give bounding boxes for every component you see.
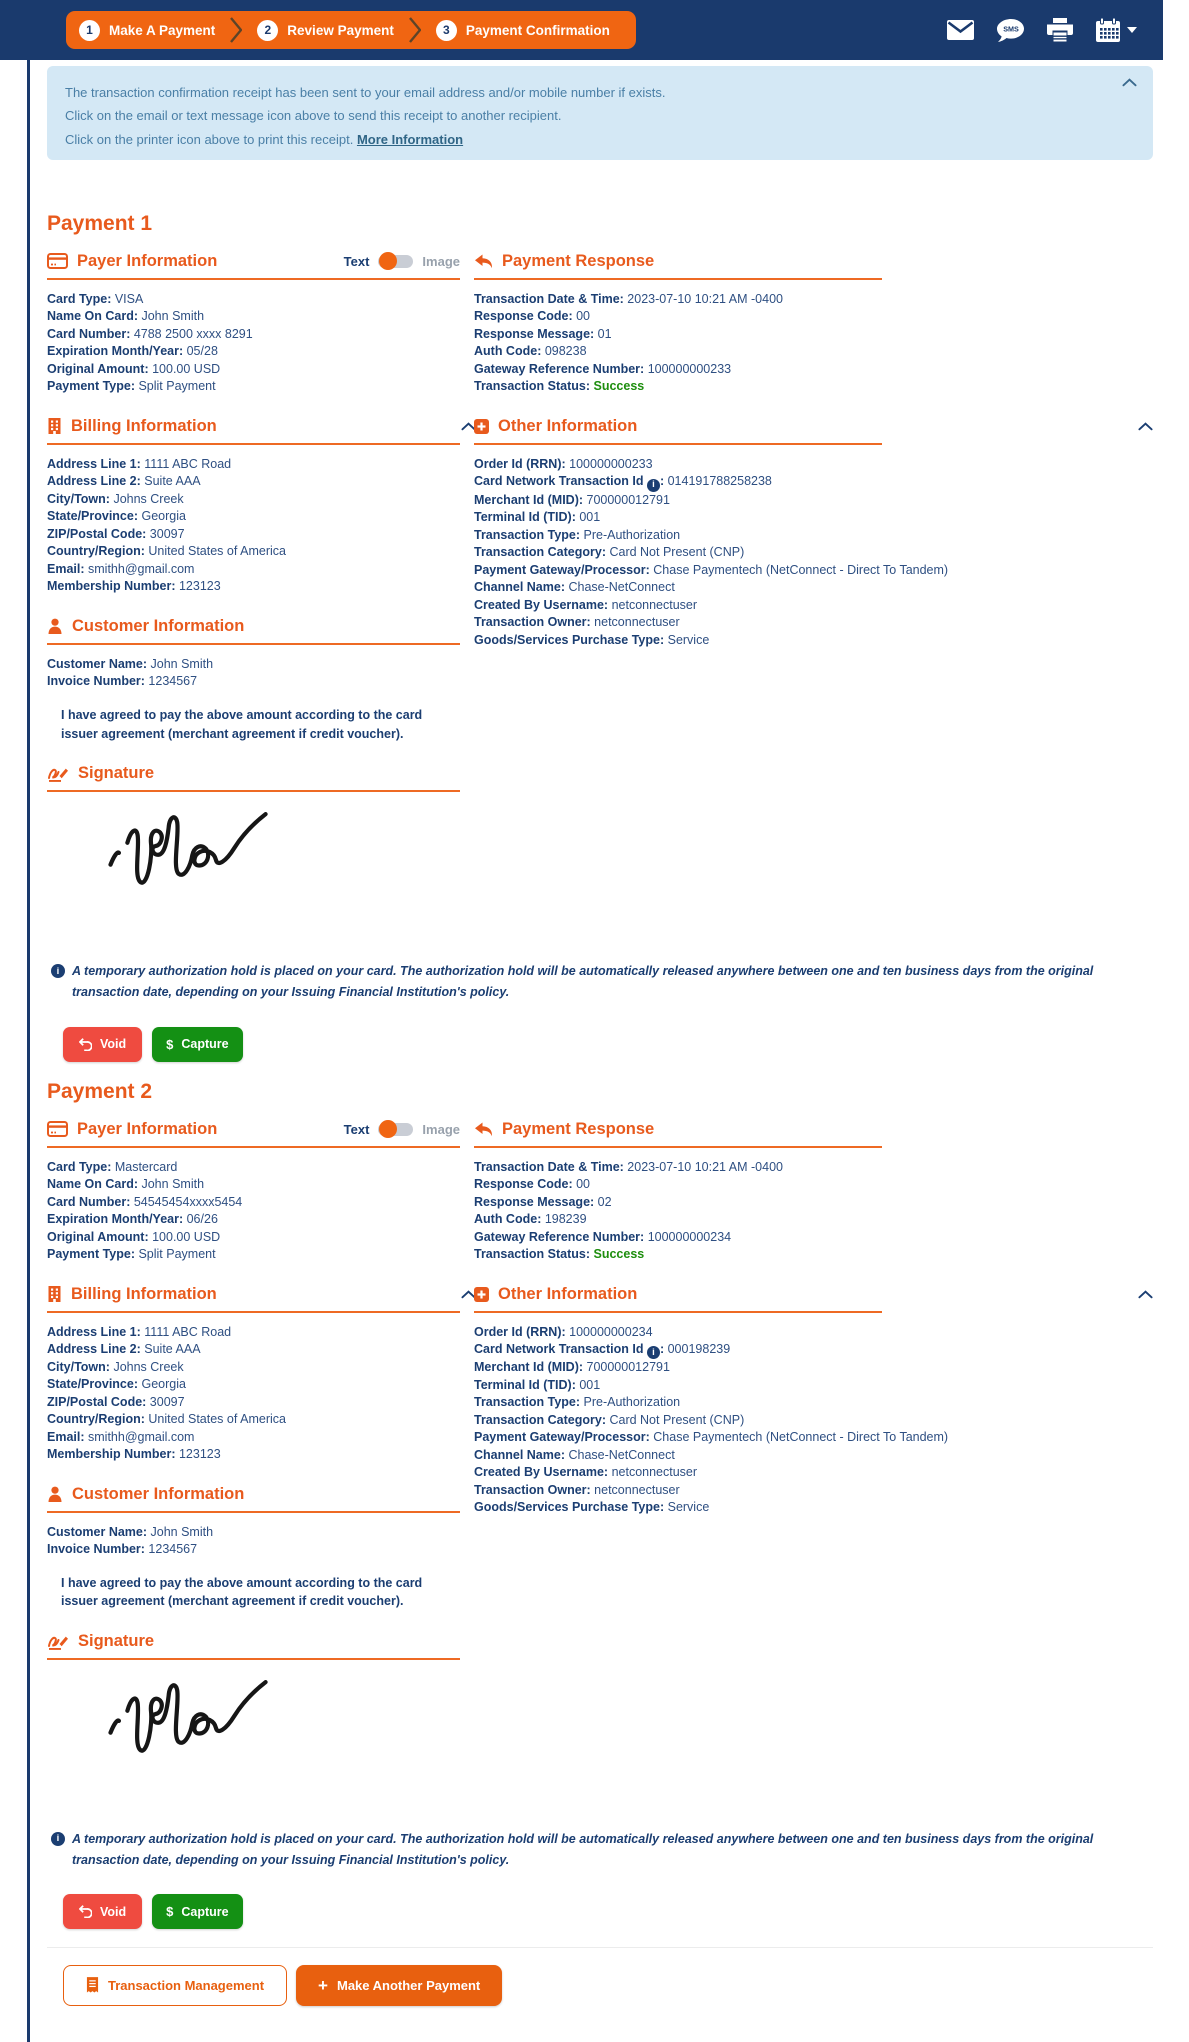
field-value: Success xyxy=(593,1247,645,1262)
field-value: Suite AAA xyxy=(144,474,201,489)
field-row: Transaction Date & Time: 2023-07-10 10:21 AM -0400 xyxy=(474,291,783,306)
field-value: Georgia xyxy=(141,1377,186,1392)
field-row: Response Code: 00 xyxy=(474,1177,591,1192)
field-row: Card Type: Mastercard xyxy=(47,1159,178,1174)
undo-icon xyxy=(79,1905,92,1918)
section-title: Signature xyxy=(78,1632,155,1651)
field-row: ZIP/Postal Code: 30097 xyxy=(47,526,185,541)
other-information-fields xyxy=(474,1324,1153,1517)
toggle-knob[interactable] xyxy=(379,252,397,270)
field-value: United States of America xyxy=(148,544,286,559)
toggle-image-label: Image xyxy=(422,1121,460,1137)
signature-pen-icon xyxy=(47,766,69,782)
field-value: 01 xyxy=(597,326,612,341)
field-row: Channel Name: Chase-NetConnect xyxy=(474,580,675,595)
field-value: 001 xyxy=(579,510,601,525)
payment-actions xyxy=(63,1027,1153,1062)
field-row: Card Type: VISA xyxy=(47,291,144,306)
field-row: Country/Region: United States of America xyxy=(47,1412,286,1427)
field-row: Channel Name: Chase-NetConnect xyxy=(474,1447,675,1462)
make-another-payment-label: Make Another Payment xyxy=(336,1978,481,1994)
payment-actions xyxy=(63,1894,1153,1929)
field-value: Split Payment xyxy=(138,379,216,394)
field-value: 06/26 xyxy=(186,1212,218,1227)
field-value: smithh@gmail.com xyxy=(88,1429,195,1444)
field-value: John Smith xyxy=(150,656,214,671)
info-circle-icon: i xyxy=(51,964,65,978)
field-value: 123123 xyxy=(178,1447,221,1462)
person-icon xyxy=(47,618,63,634)
field-row: Name On Card: John Smith xyxy=(47,309,205,324)
left-rail-divider xyxy=(27,60,30,2042)
field-row: Email: smithh@gmail.com xyxy=(47,561,195,576)
field-row: Transaction Category: Card Not Present (CNP) xyxy=(474,545,745,560)
billing-information-fields xyxy=(47,1324,460,1464)
field-row: Membership Number: 123123 xyxy=(47,579,221,594)
section-title: Payer Information xyxy=(77,1119,218,1138)
payer-information-fields xyxy=(47,1159,460,1264)
authorization-hold-text: A temporary authorization hold is placed on your card. The authorization hold will be automatically released anywhere between one and ten business days from the original transaction date, depending on your Issuing Financial Institution's policy. xyxy=(72,1832,1094,1867)
payment-section xyxy=(47,212,1153,1062)
field-row: Transaction Status: Success xyxy=(474,379,645,394)
receipt-notice-box xyxy=(47,66,1153,160)
field-value: 700000012791 xyxy=(586,1360,670,1375)
field-value: 05/28 xyxy=(186,344,218,359)
step-payment-confirmation[interactable] xyxy=(436,20,610,41)
transaction-management-label: Transaction Management xyxy=(108,1978,265,1994)
field-value: John Smith xyxy=(141,1177,205,1192)
authorization-hold-text: A temporary authorization hold is placed on your card. The authorization hold will be automatically released anywhere between one and ten business days from the original transaction date, depending on your Issuing Financial Institution's policy. xyxy=(72,964,1094,1000)
field-row: City/Town: Johns Creek xyxy=(47,1359,184,1374)
field-row: Order Id (RRN): 100000000234 xyxy=(474,1324,653,1339)
field-row: Original Amount: 100.00 USD xyxy=(47,1229,221,1244)
calendar-icon[interactable] xyxy=(1095,18,1137,42)
field-value: 1234567 xyxy=(148,1542,198,1557)
agreement-text: I have agreed to pay the above amount according to the card issuer agreement (merchant agreement if credit voucher). xyxy=(61,1575,423,1609)
plus-square-icon xyxy=(474,1287,489,1302)
field-value: Pre-Authorization xyxy=(583,527,681,542)
billing-information-fields xyxy=(47,456,460,596)
field-row: Card Network Transaction Id i : 000198239 xyxy=(474,1342,731,1359)
section-title: Customer Information xyxy=(72,1484,245,1503)
field-row: Goods/Services Purchase Type: Service xyxy=(474,1500,710,1515)
field-row: Expiration Month/Year: 05/28 xyxy=(47,344,218,359)
field-row: Gateway Reference Number: 100000000233 xyxy=(474,361,732,376)
billing-information-header xyxy=(47,1285,460,1313)
capture-label: Capture xyxy=(181,1037,229,1052)
field-row: Transaction Type: Pre-Authorization xyxy=(474,1395,681,1410)
void-label: Void xyxy=(100,1037,127,1052)
field-row: Gateway Reference Number: 100000000234 xyxy=(474,1229,732,1244)
field-value: Card Not Present (CNP) xyxy=(609,1412,745,1427)
text-image-toggle[interactable] xyxy=(344,254,460,269)
field-value: John Smith xyxy=(141,309,205,324)
field-row: Transaction Type: Pre-Authorization xyxy=(474,527,681,542)
more-information-link[interactable]: More Information xyxy=(356,131,464,147)
field-row: Email: smithh@gmail.com xyxy=(47,1429,195,1444)
building-icon xyxy=(47,1286,62,1302)
field-value: 700000012791 xyxy=(586,492,670,507)
toggle-image-label: Image xyxy=(422,253,460,269)
field-row: Customer Name: John Smith xyxy=(47,1524,214,1539)
field-value: Chase-NetConnect xyxy=(568,580,675,595)
credit-card-icon xyxy=(47,1121,68,1137)
field-value: Chase-NetConnect xyxy=(568,1447,675,1462)
chevron-up-icon[interactable] xyxy=(1138,422,1153,431)
field-row: Response Message: 01 xyxy=(474,326,612,341)
field-value: Mastercard xyxy=(114,1159,178,1174)
field-value: 4788 2500 xxxx 8291 xyxy=(133,326,253,341)
top-navigation-bar xyxy=(0,0,1163,60)
field-value: 00 xyxy=(576,309,591,324)
section-title: Payment Response xyxy=(502,1119,655,1138)
reply-arrow-icon xyxy=(474,1122,493,1137)
receipt-icon xyxy=(86,1977,99,1994)
field-value: 30097 xyxy=(149,526,185,541)
dollar-icon: $ xyxy=(166,1036,174,1052)
field-row: Payment Gateway/Processor: Chase Paymentech (NetConnect - Direct To Tandem) xyxy=(474,562,949,577)
field-row: ZIP/Postal Code: 30097 xyxy=(47,1394,185,1409)
step-label: Make A Payment xyxy=(109,22,216,38)
authorization-hold-notice xyxy=(51,1829,1153,1870)
field-row: Merchant Id (MID): 700000012791 xyxy=(474,492,670,507)
capture-button[interactable] xyxy=(152,1894,242,1929)
step-label: Review Payment xyxy=(287,22,394,38)
field-value: 1111 ABC Road xyxy=(144,1324,232,1339)
field-row: Address Line 1: 1111 ABC Road xyxy=(47,1324,232,1339)
field-value: 2023-07-10 10:21 AM -0400 xyxy=(627,291,783,306)
customer-information-fields xyxy=(47,656,460,691)
make-another-payment-button[interactable] xyxy=(296,1965,502,2006)
field-row: Payment Gateway/Processor: Chase Paymentech (NetConnect - Direct To Tandem) xyxy=(474,1430,949,1445)
step-review-payment[interactable] xyxy=(257,20,394,41)
transaction-management-button[interactable] xyxy=(63,1965,287,2006)
email-icon[interactable] xyxy=(947,20,974,40)
payment-title: Payment 2 xyxy=(47,1079,153,1103)
field-value: Georgia xyxy=(141,509,186,524)
section-title: Payer Information xyxy=(77,251,218,270)
field-value: 001 xyxy=(579,1377,601,1392)
info-circle-icon: i xyxy=(647,479,660,492)
field-row: Invoice Number: 1234567 xyxy=(47,1542,198,1557)
field-row: Response Code: 00 xyxy=(474,309,591,324)
field-row: City/Town: Johns Creek xyxy=(47,491,184,506)
field-value: United States of America xyxy=(148,1412,286,1427)
toggle-text-label: Text xyxy=(343,1121,370,1137)
payment-response-fields xyxy=(474,1159,1153,1264)
field-row: Response Message: 02 xyxy=(474,1194,612,1209)
field-row: Card Number: 4788 2500 xxxx 8291 xyxy=(47,326,253,341)
field-value: 100.00 USD xyxy=(152,1229,221,1244)
field-row: Invoice Number: 1234567 xyxy=(47,674,198,689)
field-value: 123123 xyxy=(178,579,221,594)
other-information-fields xyxy=(474,456,1153,649)
field-value: 098238 xyxy=(544,344,587,359)
field-value: netconnectuser xyxy=(594,1482,680,1497)
plus-icon: + xyxy=(318,1976,328,1996)
payer-information-header xyxy=(47,1120,460,1148)
field-value: Chase Paymentech (NetConnect - Direct To Tandem) xyxy=(653,1430,949,1445)
field-row: Address Line 2: Suite AAA xyxy=(47,1342,201,1357)
void-button[interactable] xyxy=(63,1027,142,1062)
step-number-3: 3 xyxy=(436,20,457,41)
field-value: netconnectuser xyxy=(611,1465,698,1480)
other-information-header xyxy=(474,1285,1153,1313)
payer-information-header xyxy=(47,252,460,280)
field-value: 02 xyxy=(597,1194,612,1209)
payment-section xyxy=(47,1080,1153,1930)
section-title: Other Information xyxy=(498,416,638,435)
credit-card-icon xyxy=(47,253,68,269)
payment-response-header xyxy=(474,1120,1153,1148)
chevron-right-icon xyxy=(409,17,421,43)
field-value: Card Not Present (CNP) xyxy=(609,545,745,560)
other-information-header xyxy=(474,417,1153,445)
toggle-track[interactable] xyxy=(378,255,413,268)
field-value: 2023-07-10 10:21 AM -0400 xyxy=(627,1159,783,1174)
field-row: Membership Number: 123123 xyxy=(47,1447,221,1462)
field-row: Expiration Month/Year: 06/26 xyxy=(47,1212,218,1227)
field-row: Terminal Id (TID): 001 xyxy=(474,510,601,525)
payment-title: Payment 1 xyxy=(47,211,153,235)
field-row: Terminal Id (TID): 001 xyxy=(474,1377,601,1392)
text-image-toggle[interactable] xyxy=(344,1122,460,1137)
customer-information-fields xyxy=(47,1524,460,1559)
signature-image xyxy=(93,1672,460,1795)
step-number-1: 1 xyxy=(79,20,100,41)
receipt-action-icons xyxy=(947,18,1137,43)
footer-actions xyxy=(47,1947,1153,2006)
signature-pen-icon xyxy=(47,1634,69,1650)
svg-text:SMS: SMS xyxy=(1003,24,1019,34)
agreement-text: I have agreed to pay the above amount according to the card issuer agreement (merchant agreement if credit voucher). xyxy=(61,707,423,741)
payment-response-header xyxy=(474,252,1153,280)
field-value: Split Payment xyxy=(138,1247,216,1262)
billing-information-header xyxy=(47,417,460,445)
person-icon xyxy=(47,1486,63,1502)
field-value: 000198239 xyxy=(667,1342,731,1357)
field-value: 100000000234 xyxy=(647,1229,732,1244)
field-value: John Smith xyxy=(150,1524,214,1539)
field-row: Country/Region: United States of America xyxy=(47,544,286,559)
field-value: netconnectuser xyxy=(594,615,680,630)
section-title: Customer Information xyxy=(72,616,245,635)
field-row: Address Line 1: 1111 ABC Road xyxy=(47,456,232,471)
void-label: Void xyxy=(100,1904,127,1919)
field-row: Card Network Transaction Id i : 014191788258238 xyxy=(474,474,772,491)
step-label: Payment Confirmation xyxy=(465,22,610,38)
section-title: Payment Response xyxy=(502,251,655,270)
info-circle-icon: i xyxy=(51,1832,65,1846)
field-row: Address Line 2: Suite AAA xyxy=(47,474,201,489)
payment-stepper xyxy=(66,11,636,49)
notice-line: Click on the printer icon above to print this receipt. More Information xyxy=(65,131,464,147)
capture-button[interactable] xyxy=(152,1027,242,1062)
notice-line: The transaction confirmation receipt has been sent to your email address and/or mobile number if exists. xyxy=(65,85,666,100)
signature-header xyxy=(47,764,460,792)
field-row: Merchant Id (MID): 700000012791 xyxy=(474,1360,670,1375)
void-button[interactable] xyxy=(63,1894,142,1929)
field-value: 100.00 USD xyxy=(152,361,221,376)
field-row: Name On Card: John Smith xyxy=(47,1177,205,1192)
field-value: 014191788258238 xyxy=(667,474,772,489)
field-row: Original Amount: 100.00 USD xyxy=(47,361,221,376)
customer-information-header xyxy=(47,617,460,645)
field-row: Created By Username: netconnectuser xyxy=(474,597,698,612)
payment-confirmation-page xyxy=(0,60,1189,2006)
field-row: Transaction Category: Card Not Present (CNP) xyxy=(474,1412,745,1427)
signature-header xyxy=(47,1632,460,1660)
dollar-icon: $ xyxy=(166,1904,174,1920)
field-row: Auth Code: 098238 xyxy=(474,344,587,359)
field-row: Payment Type: Split Payment xyxy=(47,1247,216,1262)
customer-information-header xyxy=(47,1485,460,1513)
undo-icon xyxy=(79,1038,92,1051)
field-value: netconnectuser xyxy=(611,597,698,612)
step-number-2: 2 xyxy=(257,20,278,41)
field-row: Goods/Services Purchase Type: Service xyxy=(474,632,710,647)
field-value: 100000000234 xyxy=(569,1324,653,1339)
field-row: Order Id (RRN): 100000000233 xyxy=(474,456,653,471)
toggle-text-label: Text xyxy=(343,253,370,269)
field-row: Auth Code: 198239 xyxy=(474,1212,587,1227)
chevron-up-icon[interactable] xyxy=(1138,1290,1153,1299)
section-title: Signature xyxy=(78,764,155,783)
field-value: 100000000233 xyxy=(569,456,653,471)
payments-list xyxy=(47,212,1153,1930)
building-icon xyxy=(47,418,62,434)
capture-label: Capture xyxy=(181,1904,229,1919)
chevron-up-icon[interactable] xyxy=(1122,75,1137,90)
field-value: Success xyxy=(593,379,645,394)
authorization-hold-notice xyxy=(51,961,1153,1002)
payment-response-fields xyxy=(474,291,1153,396)
field-value: Service xyxy=(667,1500,710,1515)
field-row: Transaction Status: Success xyxy=(474,1247,645,1262)
field-value: Service xyxy=(667,632,710,647)
plus-square-icon xyxy=(474,419,489,434)
field-value: Johns Creek xyxy=(113,491,184,506)
field-row: Created By Username: netconnectuser xyxy=(474,1465,698,1480)
caret-down-icon xyxy=(1127,27,1137,33)
field-row: Transaction Date & Time: 2023-07-10 10:21 AM -0400 xyxy=(474,1159,783,1174)
field-value: Chase Paymentech (NetConnect - Direct To Tandem) xyxy=(653,562,949,577)
chevron-right-icon xyxy=(230,17,242,43)
field-value: 30097 xyxy=(149,1394,185,1409)
section-title: Billing Information xyxy=(71,416,217,435)
field-value: 1111 ABC Road xyxy=(144,456,232,471)
field-value: 198239 xyxy=(544,1212,587,1227)
field-row: Payment Type: Split Payment xyxy=(47,379,216,394)
section-title: Billing Information xyxy=(71,1284,217,1303)
field-value: Johns Creek xyxy=(113,1359,184,1374)
field-value: Suite AAA xyxy=(144,1342,201,1357)
payer-information-fields xyxy=(47,291,460,396)
step-make-a-payment[interactable] xyxy=(79,20,215,41)
signature-image xyxy=(93,804,460,927)
field-row: State/Province: Georgia xyxy=(47,1377,186,1392)
toggle-knob[interactable] xyxy=(379,1120,397,1138)
field-value: 1234567 xyxy=(148,674,198,689)
print-icon[interactable] xyxy=(1047,18,1073,42)
field-row: Customer Name: John Smith xyxy=(47,656,214,671)
field-row: Transaction Owner: netconnectuser xyxy=(474,615,680,630)
field-value: 54545454xxxx5454 xyxy=(133,1194,243,1209)
field-row: Card Number: 54545454xxxx5454 xyxy=(47,1194,243,1209)
notice-line: Click on the email or text message icon above to send this receipt to another recipient. xyxy=(65,108,562,124)
field-value: 100000000233 xyxy=(647,361,732,376)
field-value: VISA xyxy=(114,291,144,306)
field-row: State/Province: Georgia xyxy=(47,509,186,524)
field-value: smithh@gmail.com xyxy=(88,561,195,576)
field-row: Transaction Owner: netconnectuser xyxy=(474,1482,680,1497)
reply-arrow-icon xyxy=(474,254,493,269)
section-title: Other Information xyxy=(498,1284,638,1303)
toggle-track[interactable] xyxy=(378,1123,413,1136)
field-value: Pre-Authorization xyxy=(583,1395,681,1410)
info-circle-icon: i xyxy=(647,1346,660,1359)
field-value: 00 xyxy=(576,1177,591,1192)
sms-icon[interactable] xyxy=(996,18,1025,43)
